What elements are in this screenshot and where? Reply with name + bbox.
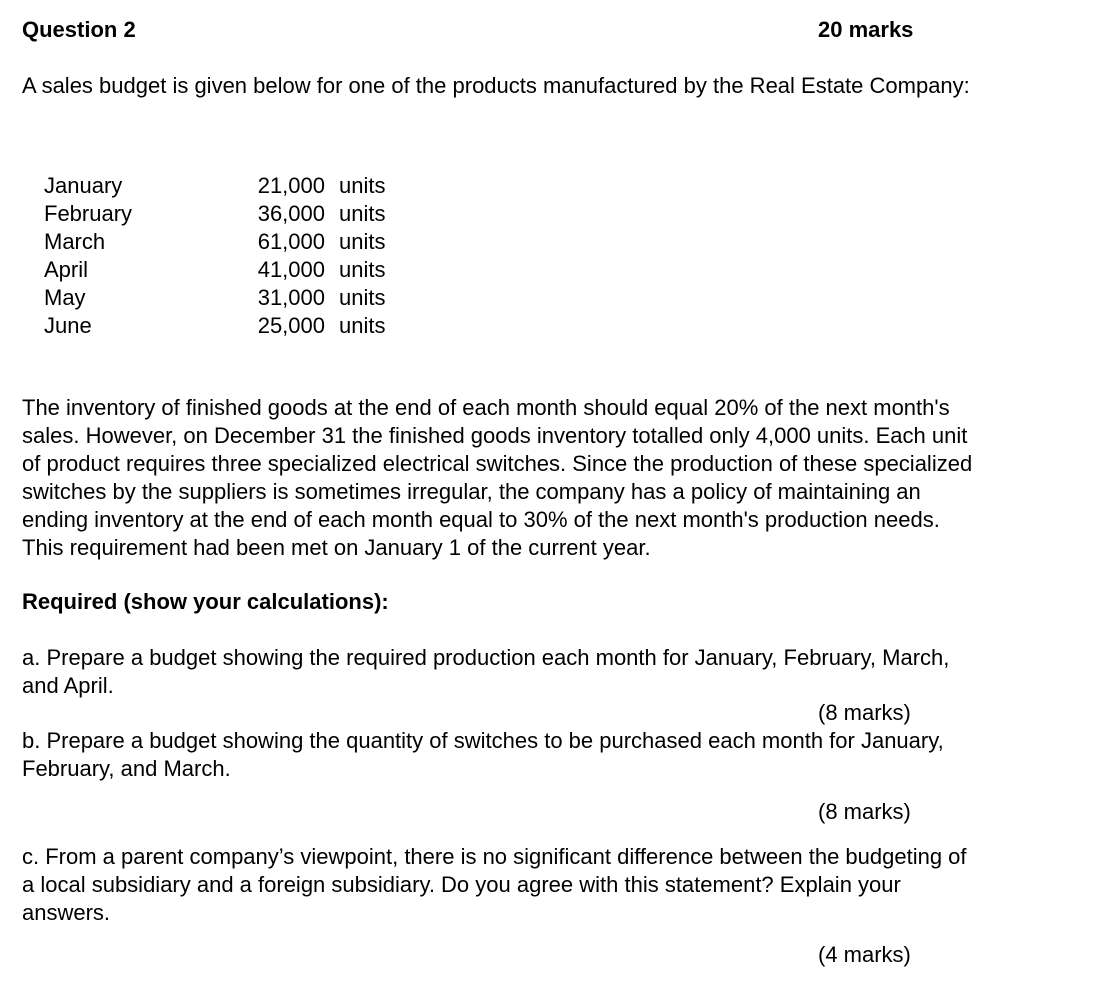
- units-value-cell: 21,000: [257, 173, 325, 198]
- paragraph-line: ending inventory at the end of each month equal to 30% of the next month's production needs.: [22, 507, 940, 532]
- month-cell: January: [44, 173, 123, 198]
- question-c-line: answers.: [22, 900, 111, 925]
- sales-budget-table: [44, 172, 385, 340]
- table-row: [44, 172, 385, 200]
- question-a-line: a. Prepare a budget showing the required production each month for January, February, March,: [22, 645, 950, 670]
- total-marks: 20 marks: [818, 17, 914, 42]
- table-row: [44, 256, 385, 284]
- month-cell: June: [44, 313, 92, 338]
- units-value-cell: 41,000: [257, 257, 325, 282]
- month-cell: March: [44, 229, 106, 254]
- units-value-cell: 36,000: [257, 201, 325, 226]
- question-c-line: c. From a parent company’s viewpoint, there is no significant difference between the budgeting of: [22, 844, 967, 869]
- description-paragraph: [22, 394, 1082, 562]
- unit-label-cell: units: [339, 173, 386, 198]
- unit-label-cell: units: [339, 313, 386, 338]
- paragraph-line: sales. However, on December 31 the finished goods inventory totalled only 4,000 units. Each unit: [22, 423, 968, 448]
- paragraph-line: of product requires three specialized electrical switches. Since the production of these specialized: [22, 451, 973, 476]
- question-b-line: b. Prepare a budget showing the quantity of switches to be purchased each month for January,: [22, 728, 944, 753]
- question-title: Question 2: [22, 17, 136, 42]
- question-a-marks: (8 marks): [818, 700, 911, 725]
- paragraph-line: switches by the suppliers is sometimes irregular, the company has a policy of maintaining an: [22, 479, 921, 504]
- question-c: [22, 843, 1082, 927]
- table-row: [44, 284, 385, 312]
- table-row: [44, 228, 385, 256]
- table-row: [44, 200, 385, 228]
- paragraph-line: This requirement had been met on January 1 of the current year.: [22, 535, 651, 560]
- month-cell: February: [44, 201, 133, 226]
- units-value-cell: 31,000: [257, 285, 325, 310]
- unit-label-cell: units: [339, 257, 386, 282]
- question-b-line: February, and March.: [22, 756, 231, 781]
- unit-label-cell: units: [339, 201, 386, 226]
- paragraph-line: The inventory of finished goods at the end of each month should equal 20% of the next month's: [22, 395, 950, 420]
- question-a-line: and April.: [22, 673, 114, 698]
- month-cell: April: [44, 257, 89, 282]
- question-b-marks: (8 marks): [818, 799, 911, 824]
- question-c-line: a local subsidiary and a foreign subsidiary. Do you agree with this statement? Explain your: [22, 872, 901, 897]
- required-heading: Required (show your calculations):: [22, 589, 389, 614]
- month-cell: May: [44, 285, 86, 310]
- question-a: [22, 644, 1082, 700]
- question-b: [22, 727, 1082, 783]
- units-value-cell: 61,000: [257, 229, 325, 254]
- question-c-marks: (4 marks): [818, 942, 911, 967]
- intro-text: A sales budget is given below for one of the products manufactured by the Real Estate Company:: [22, 73, 970, 98]
- unit-label-cell: units: [339, 229, 386, 254]
- unit-label-cell: units: [339, 285, 386, 310]
- table-row: [44, 312, 385, 340]
- units-value-cell: 25,000: [257, 313, 325, 338]
